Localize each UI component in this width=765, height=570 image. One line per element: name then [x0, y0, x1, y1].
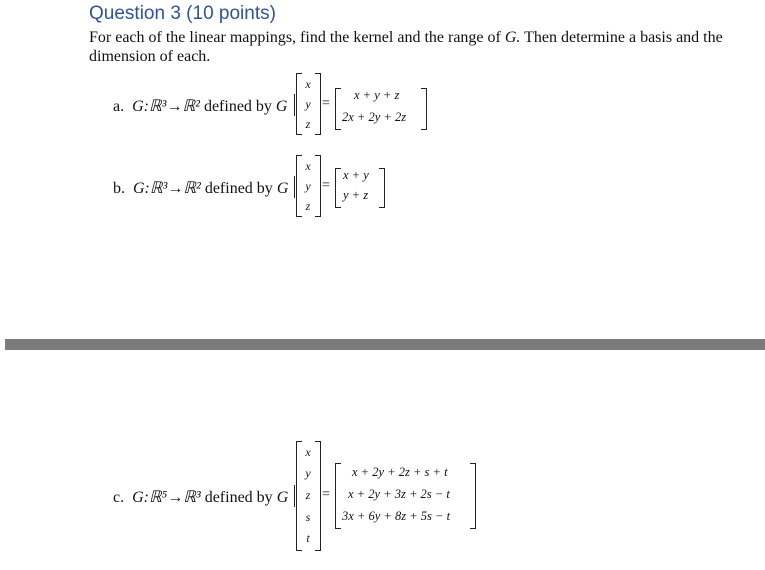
item-b-input-z: z	[305, 199, 311, 213]
item-b-statement	[113, 178, 288, 198]
item-b-G: G	[276, 180, 289, 197]
page-break-bar	[5, 339, 765, 350]
item-a-defined-by: defined by	[203, 98, 272, 115]
item-a-G: G	[275, 98, 288, 115]
item-a-equals: =	[322, 96, 330, 111]
item-a-output-row-1: x + y + z	[354, 88, 400, 102]
item-b-equals: =	[322, 178, 330, 193]
intro-variable: G.	[504, 29, 521, 46]
item-c-statement	[113, 487, 288, 507]
item-c-defined-by: defined by	[204, 489, 273, 506]
item-a-input-vector	[300, 73, 316, 133]
item-a-input-y: y	[305, 97, 311, 111]
question-title: Question 3 (10 points)	[89, 3, 276, 24]
item-c-input-vector	[300, 441, 316, 549]
item-b-output-row-2: y + z	[343, 188, 369, 202]
item-c-G: G	[276, 489, 289, 506]
item-c-output-row-3: 3x + 6y + 8z + 5s − t	[342, 509, 451, 523]
item-a-input-x: x	[305, 77, 311, 91]
item-b-label: b.	[113, 180, 125, 197]
item-c-divider	[294, 485, 295, 507]
item-a-output-row-2: 2x + 2y + 2z	[342, 110, 407, 124]
item-c-output-vector	[342, 463, 472, 527]
item-a-label: a.	[113, 98, 125, 115]
item-c-input-t: t	[306, 531, 310, 545]
item-c-equals: =	[322, 487, 330, 502]
item-a-divider-2	[320, 94, 321, 116]
item-a-divider	[294, 94, 295, 116]
item-b-divider-2	[320, 176, 321, 198]
item-c-output-right-bracket	[470, 463, 476, 529]
item-b-output-right-bracket	[379, 168, 385, 208]
item-b-input-x: x	[305, 159, 311, 173]
item-a-input-z: z	[305, 117, 311, 131]
intro-text-2: Then determine a basis and the dimension of each.	[89, 29, 723, 65]
item-c-output-left-bracket	[335, 463, 341, 529]
item-a-output-left-bracket	[335, 88, 341, 130]
item-b-output-row-1: x + y	[343, 168, 369, 182]
item-c-input-z: z	[305, 488, 311, 502]
item-b-mapping: G:ℝ³→ℝ²	[133, 180, 201, 197]
item-a-output-right-bracket	[421, 88, 427, 130]
item-a-statement	[113, 96, 287, 116]
item-c-divider-2	[320, 485, 321, 507]
item-a-output-vector	[342, 88, 422, 128]
item-c-mapping: G:ℝ⁵→ℝ³	[132, 489, 201, 506]
item-b-output-vector	[341, 168, 381, 206]
item-c-input-x: x	[305, 445, 311, 459]
item-c-output-row-2: x + 2y + 3z + 2s − t	[348, 487, 450, 501]
item-c-input-s: s	[305, 510, 311, 524]
item-c-input-y: y	[305, 466, 311, 480]
question-instructions	[89, 28, 739, 66]
item-b-defined-by: defined by	[204, 180, 273, 197]
item-c-output-row-1: x + 2y + 2z + s + t	[352, 465, 448, 479]
item-b-input-y: y	[305, 179, 311, 193]
item-a-mapping: G:ℝ³→ℝ²	[132, 98, 200, 115]
item-b-divider	[294, 176, 295, 198]
item-c-label: c.	[113, 489, 125, 506]
item-b-input-vector	[300, 155, 316, 215]
intro-text-1: For each of the linear mappings, find the kernel and the range of	[89, 29, 505, 46]
